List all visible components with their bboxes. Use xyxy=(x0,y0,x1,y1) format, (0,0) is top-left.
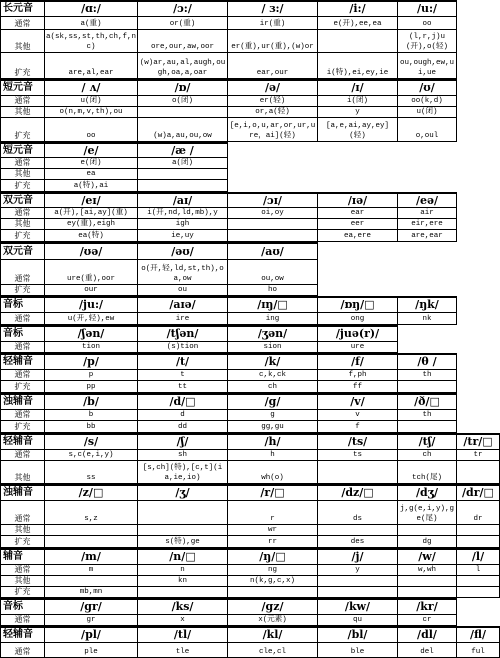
spelling-cell: ple xyxy=(45,643,138,658)
phoneme-header: /tʃ/ xyxy=(398,433,457,450)
phoneme-header: /əʊ/ xyxy=(138,242,228,260)
section-label: 双元音 xyxy=(0,192,45,208)
spelling-cell xyxy=(318,587,398,598)
spelling-cell: n xyxy=(138,565,228,576)
spelling-cell xyxy=(398,587,457,598)
row-label: 扩充 xyxy=(0,536,45,548)
phoneme-header: /kl/ xyxy=(228,626,318,643)
spelling-cell: pp xyxy=(45,381,138,393)
phoneme-header: /tl/ xyxy=(138,626,228,643)
spelling-cell: p xyxy=(45,370,138,381)
phoneme-header: /v/ xyxy=(318,393,398,410)
spelling-cell: ou,ough,ew,ui,ue xyxy=(398,53,457,79)
section-label: 辅音 xyxy=(0,548,45,565)
row-label: 通常 xyxy=(0,370,45,381)
phoneme-header: /kr/ xyxy=(398,598,457,615)
spelling-cell: ure(重),oor xyxy=(45,260,138,285)
spelling-cell: s(特),ge xyxy=(138,536,228,548)
phoneme-header: /aʊ/ xyxy=(228,242,318,260)
row-label: 通常 xyxy=(0,501,45,525)
section-label: 长元音 xyxy=(0,0,45,17)
spelling-cell: a(sk,ss,st,th,ch,f,nc) xyxy=(45,30,138,53)
phoneme-header: /ŋk/ xyxy=(398,296,457,313)
spelling-cell: n(k,g,c,x) xyxy=(228,576,318,587)
spelling-cell: oo xyxy=(398,17,457,30)
phoneme-header: /ɒŋ/□ xyxy=(318,296,398,313)
phoneme-header: /e/ xyxy=(45,142,138,158)
phoneme-header: /g/ xyxy=(228,393,318,410)
spelling-cell: (l,r,j)u(开),o(轻) xyxy=(398,30,457,53)
spelling-cell: ea(特) xyxy=(45,230,138,242)
spelling-cell xyxy=(228,219,318,230)
spelling-cell: a(特),ai xyxy=(45,180,138,192)
section-label: 轻辅音 xyxy=(0,353,45,370)
spelling-cell xyxy=(138,107,228,118)
spelling-cell: x xyxy=(138,615,228,626)
phoneme-header: /θ / xyxy=(398,353,457,370)
spelling-cell: sh xyxy=(138,450,228,461)
row-label: 通常 xyxy=(0,96,45,107)
phoneme-header: /ʊə/ xyxy=(45,242,138,260)
phoneme-header: /dz/□ xyxy=(318,484,398,501)
spelling-cell: are,al,ear xyxy=(45,53,138,79)
spelling-cell: ss xyxy=(45,461,138,484)
row-label: 其他 xyxy=(0,169,45,180)
phoneme-header: /s/ xyxy=(45,433,138,450)
phoneme-header: /ɪə/ xyxy=(318,192,398,208)
spelling-cell: (w)a,au,ou,ow xyxy=(138,118,228,142)
spelling-cell: tt xyxy=(138,381,228,393)
row-label: 其他 xyxy=(0,525,45,536)
spelling-cell: o,oul xyxy=(398,118,457,142)
row-label: 通常 xyxy=(0,208,45,219)
row-label: 通常 xyxy=(0,158,45,169)
row-label: 通常 xyxy=(0,450,45,461)
spelling-cell: tch(尾) xyxy=(398,461,457,484)
spelling-cell: y xyxy=(318,107,398,118)
spelling-cell: [s,ch](特),[c,t](ia,ie,io) xyxy=(138,461,228,484)
phoneme-header: /r/□ xyxy=(228,484,318,501)
spelling-cell xyxy=(398,576,457,587)
phoneme-header: /ɒ/ xyxy=(138,79,228,96)
spelling-cell xyxy=(138,169,228,180)
spelling-cell xyxy=(457,525,500,536)
phoneme-header: /z/□ xyxy=(45,484,138,501)
spelling-cell: ou,ow xyxy=(228,260,318,285)
row-label: 扩充 xyxy=(0,285,45,296)
spelling-cell xyxy=(45,576,138,587)
spelling-cell: er(重),ur(重),(w)or xyxy=(228,30,318,53)
row-label: 其他 xyxy=(0,576,45,587)
phoneme-header: /dʒ/ xyxy=(398,484,457,501)
spelling-cell: eer xyxy=(318,219,398,230)
spelling-cell: v xyxy=(318,410,398,421)
row-label: 扩充 xyxy=(0,53,45,79)
spelling-cell: ff xyxy=(318,381,398,393)
row-label: 扩充 xyxy=(0,587,45,598)
spelling-cell: f,ph xyxy=(318,370,398,381)
phoneme-header: /i:/ xyxy=(318,0,398,17)
spelling-cell: g xyxy=(228,410,318,421)
phonics-section xyxy=(0,598,457,626)
phoneme-header: /fl/ xyxy=(457,626,500,643)
row-label: 通常 xyxy=(0,342,45,353)
phonics-section xyxy=(0,353,457,393)
phonics-section xyxy=(0,79,457,142)
spelling-cell: are,ear xyxy=(398,230,457,242)
phoneme-header: /ɑ:/ xyxy=(45,0,138,17)
spelling-cell: h xyxy=(228,450,318,461)
spelling-cell: d xyxy=(138,410,228,421)
spelling-cell: e(闭) xyxy=(45,158,138,169)
spelling-cell: tle xyxy=(138,643,228,658)
phoneme-header: /d/□ xyxy=(138,393,228,410)
spelling-cell: ire xyxy=(138,313,228,325)
spelling-cell xyxy=(398,381,457,393)
spelling-cell: sion xyxy=(228,342,318,353)
phoneme-header: /gz/ xyxy=(228,598,318,615)
spelling-cell: dr xyxy=(457,501,500,525)
phoneme-header: /ʒən/ xyxy=(228,325,318,342)
phoneme-header: /w/ xyxy=(398,548,457,565)
spelling-cell: ing xyxy=(228,313,318,325)
section-label: 双元音 xyxy=(0,242,45,260)
spelling-cell: ho xyxy=(228,285,318,296)
phoneme-header: /tr/□ xyxy=(457,433,500,450)
spelling-cell: ch xyxy=(398,450,457,461)
row-label: 扩充 xyxy=(0,230,45,242)
phoneme-header: /h/ xyxy=(228,433,318,450)
spelling-cell: ea xyxy=(45,169,138,180)
spelling-cell: ch xyxy=(228,381,318,393)
spelling-cell: ou xyxy=(138,285,228,296)
phonics-section xyxy=(0,192,457,242)
phoneme-header: /ts/ xyxy=(318,433,398,450)
spelling-cell: l xyxy=(457,565,500,576)
phoneme-header: /p/ xyxy=(45,353,138,370)
spelling-cell: r xyxy=(228,501,318,525)
section-label: 浊辅音 xyxy=(0,484,45,501)
phoneme-header: /ɪ/ xyxy=(318,79,398,96)
spelling-cell: tr xyxy=(457,450,500,461)
spelling-cell: er(轻) xyxy=(228,96,318,107)
row-label: 通常 xyxy=(0,410,45,421)
section-label: 浊辅音 xyxy=(0,393,45,410)
spelling-cell: bb xyxy=(45,421,138,433)
spelling-cell: gg,gu xyxy=(228,421,318,433)
spelling-cell: w,wh xyxy=(398,565,457,576)
spelling-cell: dd xyxy=(138,421,228,433)
spelling-cell xyxy=(457,461,500,484)
section-label: 短元音 xyxy=(0,79,45,96)
phoneme-header: /t/ xyxy=(138,353,228,370)
spelling-cell: tion xyxy=(45,342,138,353)
spelling-cell xyxy=(45,525,138,536)
spelling-cell: ful xyxy=(457,643,500,658)
spelling-cell: ie,uy xyxy=(138,230,228,242)
spelling-cell: or(重) xyxy=(138,17,228,30)
spelling-cell: ea,ere xyxy=(318,230,398,242)
row-label: 其他 xyxy=(0,107,45,118)
spelling-cell: a(重) xyxy=(45,17,138,30)
spelling-cell: th xyxy=(398,370,457,381)
spelling-cell: cle,cl xyxy=(228,643,318,658)
phonics-section xyxy=(0,242,318,296)
phoneme-header: /ð/□ xyxy=(398,393,457,410)
spelling-cell: [a,e,ai,ay,ey](轻) xyxy=(318,118,398,142)
phoneme-header: /u:/ xyxy=(398,0,457,17)
row-label: 通常 xyxy=(0,313,45,325)
row-label: 通常 xyxy=(0,615,45,626)
row-label: 其他 xyxy=(0,219,45,230)
phonics-section xyxy=(0,393,457,433)
spelling-cell xyxy=(138,587,228,598)
spelling-cell: j,g(e,i,y),ge(尾) xyxy=(398,501,457,525)
phoneme-header: /ə/ xyxy=(228,79,318,96)
phonics-section xyxy=(0,0,457,79)
spelling-cell: ir(重) xyxy=(228,17,318,30)
spelling-cell: i(特),ei,ey,ie xyxy=(318,53,398,79)
spelling-cell: b xyxy=(45,410,138,421)
phoneme-header: /ɔɪ/ xyxy=(228,192,318,208)
section-label: 轻辅音 xyxy=(0,433,45,450)
spelling-cell: dg xyxy=(398,536,457,548)
phonics-section xyxy=(0,296,457,325)
spelling-cell xyxy=(228,230,318,242)
phoneme-header: /n/□ xyxy=(138,548,228,565)
row-label: 通常 xyxy=(0,17,45,30)
spelling-cell: ts xyxy=(318,450,398,461)
section-label: 音标 xyxy=(0,325,45,342)
spelling-cell xyxy=(457,576,500,587)
spelling-cell: ng xyxy=(228,565,318,576)
phonics-section xyxy=(0,548,500,598)
section-label: 轻辅音 xyxy=(0,626,45,643)
spelling-cell xyxy=(228,587,318,598)
spelling-cell xyxy=(457,587,500,598)
spelling-cell: oi,oy xyxy=(228,208,318,219)
phoneme-header: /eə/ xyxy=(398,192,457,208)
spelling-cell xyxy=(398,421,457,433)
row-label: 其他 xyxy=(0,30,45,53)
phoneme-header: /ks/ xyxy=(138,598,228,615)
spelling-cell: des xyxy=(318,536,398,548)
phoneme-header: /æ / xyxy=(138,142,228,158)
spelling-cell xyxy=(45,536,138,548)
phoneme-header: /ɔ:/ xyxy=(138,0,228,17)
spelling-cell: igh xyxy=(138,219,228,230)
spelling-cell xyxy=(318,30,398,53)
spelling-cell: (w)ar,au,al,augh,ough,oa,a,oar xyxy=(138,53,228,79)
spelling-cell: rr xyxy=(228,536,318,548)
row-label: 扩充 xyxy=(0,180,45,192)
phoneme-header: /aɪə/ xyxy=(138,296,228,313)
phoneme-header: /b/ xyxy=(45,393,138,410)
phoneme-header: /ʊ/ xyxy=(398,79,457,96)
spelling-cell: u(闭) xyxy=(45,96,138,107)
phoneme-header: /l/ xyxy=(457,548,500,565)
spelling-cell: gr xyxy=(45,615,138,626)
phoneme-header: /ɪŋ/□ xyxy=(228,296,318,313)
spelling-cell: air xyxy=(398,208,457,219)
spelling-cell xyxy=(318,525,398,536)
spelling-cell: o(开,轻,ld,st,th),oa,ow xyxy=(138,260,228,285)
phoneme-header: /m/ xyxy=(45,548,138,565)
phoneme-header: /juə(r)/ xyxy=(318,325,398,342)
phonics-section xyxy=(0,142,228,192)
phoneme-header: /dr/□ xyxy=(457,484,500,501)
spelling-cell: a(开),[ai,ay](重) xyxy=(45,208,138,219)
spelling-cell: oo(k,d) xyxy=(398,96,457,107)
spelling-cell: s,c(e,i,y) xyxy=(45,450,138,461)
section-label: 短元音 xyxy=(0,142,45,158)
spelling-cell: (s)tion xyxy=(138,342,228,353)
spelling-cell: mb,mn xyxy=(45,587,138,598)
spelling-cell: eir,ere xyxy=(398,219,457,230)
phoneme-header: /eɪ/ xyxy=(45,192,138,208)
spelling-cell: x(元素) xyxy=(228,615,318,626)
phoneme-header: /ju:/ xyxy=(45,296,138,313)
spelling-cell: o(闭) xyxy=(138,96,228,107)
spelling-cell xyxy=(318,576,398,587)
phoneme-header: /ʒ/ xyxy=(138,484,228,501)
phoneme-header: / ʌ/ xyxy=(45,79,138,96)
spelling-cell: ong xyxy=(318,313,398,325)
phoneme-header: /bl/ xyxy=(318,626,398,643)
phoneme-header: /f/ xyxy=(318,353,398,370)
spelling-cell: wr xyxy=(228,525,318,536)
phoneme-header: /ʃən/ xyxy=(45,325,138,342)
phonics-section xyxy=(0,325,398,353)
spelling-cell: e(开),ee,ea xyxy=(318,17,398,30)
row-label: 通常 xyxy=(0,260,45,285)
phoneme-header: /aɪ/ xyxy=(138,192,228,208)
section-label: 音标 xyxy=(0,296,45,313)
phoneme-header: /pl/ xyxy=(45,626,138,643)
phoneme-header: /kw/ xyxy=(318,598,398,615)
spelling-cell: a(闭) xyxy=(138,158,228,169)
spelling-cell: qu xyxy=(318,615,398,626)
spelling-cell: ore,our,aw,oor xyxy=(138,30,228,53)
spelling-cell: t xyxy=(138,370,228,381)
spelling-cell xyxy=(318,461,398,484)
spelling-cell: s,z xyxy=(45,501,138,525)
spelling-cell: u(开,轻),ew xyxy=(45,313,138,325)
spelling-cell: ure xyxy=(318,342,398,353)
row-label: 扩充 xyxy=(0,381,45,393)
spelling-cell: m xyxy=(45,565,138,576)
spelling-cell: [e,i,o,u,ar,or,ur,ure，ai](轻) xyxy=(228,118,318,142)
spelling-cell xyxy=(138,180,228,192)
section-label: 音标 xyxy=(0,598,45,615)
spelling-cell: nk xyxy=(398,313,457,325)
spelling-cell: ey(重),eigh xyxy=(45,219,138,230)
spelling-cell xyxy=(138,501,228,525)
spelling-cell: o(n,m,v,th),ou xyxy=(45,107,138,118)
spelling-cell: f xyxy=(318,421,398,433)
phonics-section xyxy=(0,433,500,484)
phonics-section xyxy=(0,484,500,548)
spelling-cell: th xyxy=(398,410,457,421)
phoneme-header: /gr/ xyxy=(45,598,138,615)
spelling-cell: ds xyxy=(318,501,398,525)
row-label: 扩充 xyxy=(0,118,45,142)
phoneme-header: /k/ xyxy=(228,353,318,370)
spelling-cell xyxy=(398,525,457,536)
spelling-cell: wh(o) xyxy=(228,461,318,484)
row-label: 通常 xyxy=(0,565,45,576)
spelling-cell: ear,our xyxy=(228,53,318,79)
spelling-cell: i(开,nd,ld,mb),y xyxy=(138,208,228,219)
phoneme-header: /dl/ xyxy=(398,626,457,643)
spelling-cell: y xyxy=(318,565,398,576)
spelling-cell: cr xyxy=(398,615,457,626)
phonics-section xyxy=(0,626,500,658)
spelling-cell xyxy=(138,525,228,536)
spelling-cell: ear xyxy=(318,208,398,219)
phoneme-header: /j/ xyxy=(318,548,398,565)
spelling-cell: c,k,ck xyxy=(228,370,318,381)
spelling-cell: del xyxy=(398,643,457,658)
spelling-cell: ble xyxy=(318,643,398,658)
spelling-cell: our xyxy=(45,285,138,296)
spelling-cell: i(闭) xyxy=(318,96,398,107)
spelling-cell: oo xyxy=(45,118,138,142)
row-label: 通常 xyxy=(0,643,45,658)
phoneme-header: /ŋ/□ xyxy=(228,548,318,565)
row-label: 扩充 xyxy=(0,421,45,433)
spelling-cell: or,a(轻) xyxy=(228,107,318,118)
phoneme-header: / ɜ:/ xyxy=(228,0,318,17)
spelling-cell: kn xyxy=(138,576,228,587)
spelling-cell: u(闭) xyxy=(398,107,457,118)
phoneme-header: /ʃ/ xyxy=(138,433,228,450)
row-label: 其他 xyxy=(0,461,45,484)
spelling-cell xyxy=(457,536,500,548)
phoneme-header: /tʃən/ xyxy=(138,325,228,342)
